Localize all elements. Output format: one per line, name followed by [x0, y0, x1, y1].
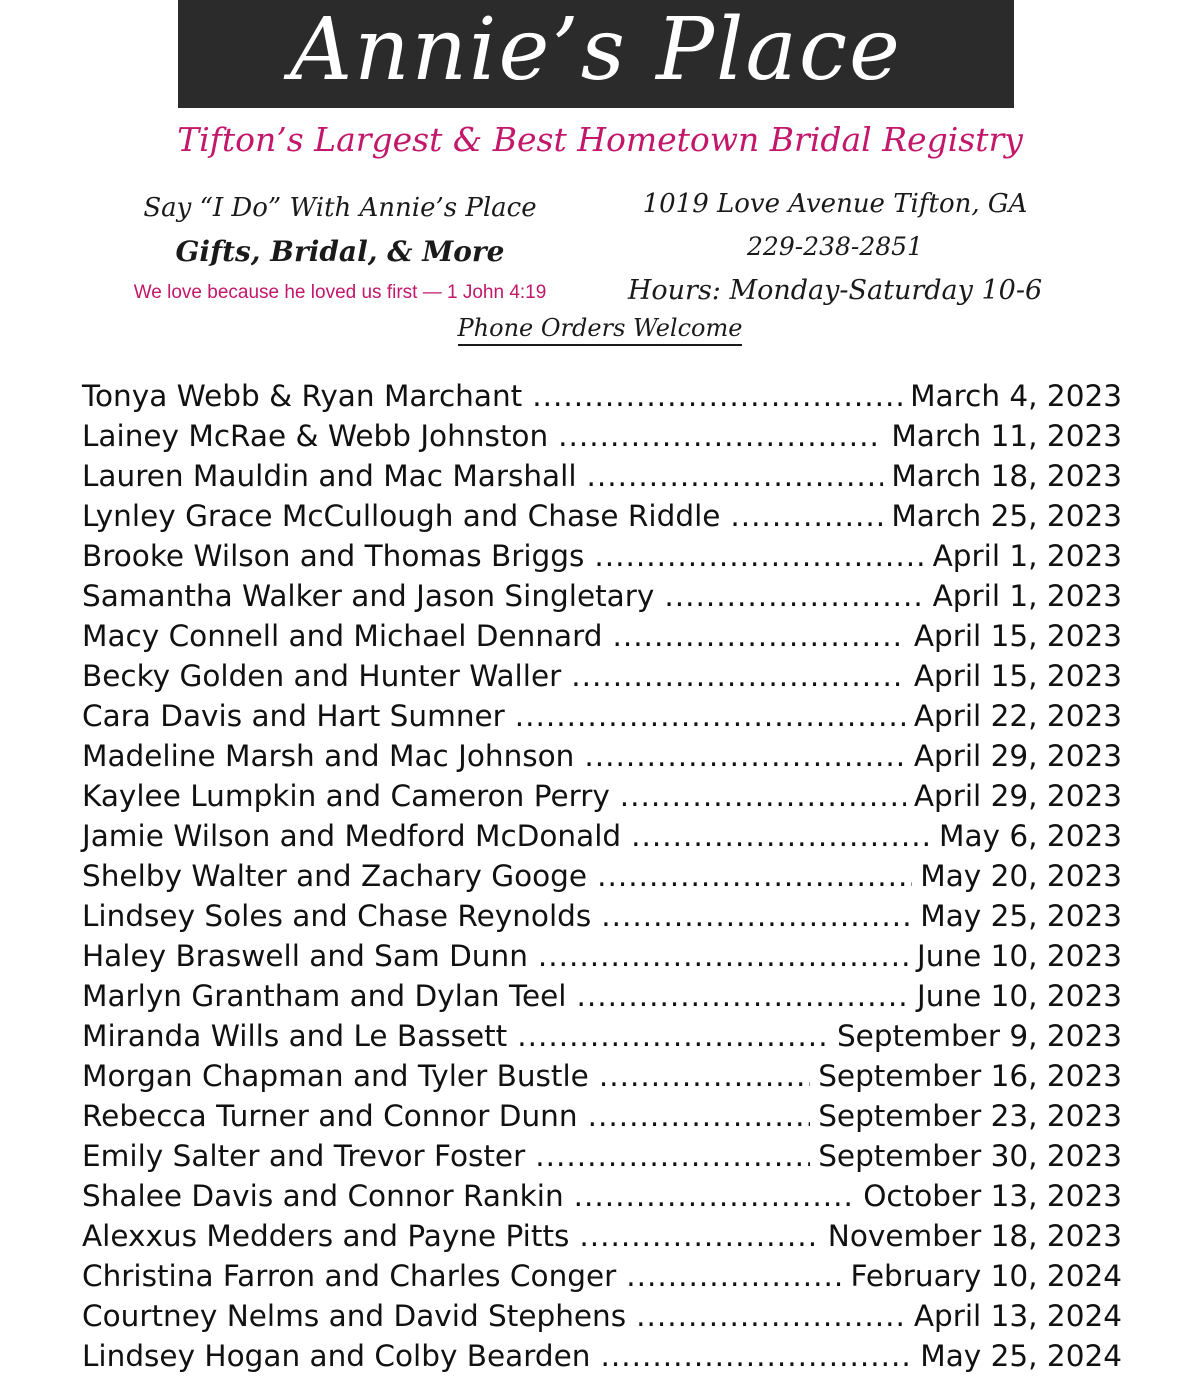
wedding-date: June 10, 2023	[917, 979, 1122, 1013]
registry-entry	[82, 816, 1122, 856]
wedding-date: April 29, 2023	[913, 739, 1122, 773]
wedding-date: May 25, 2023	[920, 899, 1122, 933]
store-phone: 229-238-2851	[747, 232, 923, 261]
registry-entry	[82, 1336, 1122, 1376]
couple-names: Lindsey Soles and Chase Reynolds	[82, 899, 592, 933]
categories-text: Gifts, Bridal, & More	[175, 235, 505, 268]
couple-names: Morgan Chapman and Tyler Bustle	[82, 1059, 589, 1093]
registry-entry	[82, 1296, 1122, 1336]
dot-leader	[599, 1056, 810, 1096]
registry-entry	[82, 856, 1122, 896]
registry-entry	[82, 1216, 1122, 1256]
store-address: 1019 Love Avenue Tifton, GA	[642, 189, 1028, 219]
wedding-date: May 6, 2023	[939, 819, 1122, 853]
contact-block	[600, 183, 1070, 313]
wedding-date: September 30, 2023	[818, 1139, 1122, 1173]
dot-leader	[664, 576, 924, 616]
dot-leader	[535, 1136, 810, 1176]
dot-leader	[558, 416, 883, 456]
title-banner	[178, 0, 1014, 108]
bible-verse: We love because he loved us first — 1 John 4:19	[133, 282, 547, 303]
registry-entry	[82, 1056, 1122, 1096]
wedding-date: April 1, 2023	[932, 579, 1122, 613]
dot-leader	[515, 696, 906, 736]
wedding-date: May 25, 2024	[920, 1339, 1122, 1373]
wedding-date: May 20, 2023	[920, 859, 1122, 893]
wedding-date: April 29, 2023	[913, 779, 1122, 813]
registry-entry	[82, 1256, 1122, 1296]
wedding-date: September 16, 2023	[818, 1059, 1122, 1093]
couple-names: Miranda Wills and Le Bassett	[82, 1019, 508, 1053]
wedding-date: March 25, 2023	[891, 499, 1122, 533]
couple-names: Lainey McRae & Webb Johnston	[82, 419, 549, 453]
bridal-registry-list	[82, 376, 1122, 1376]
registry-entry	[82, 496, 1122, 536]
couple-names: Emily Salter and Trevor Foster	[82, 1139, 526, 1173]
registry-entry	[82, 936, 1122, 976]
dot-leader	[517, 1016, 829, 1056]
wedding-date: September 9, 2023	[836, 1019, 1122, 1053]
dot-leader	[538, 936, 909, 976]
registry-entry	[82, 896, 1122, 936]
couple-names: Lynley Grace McCullough and Chase Riddle	[82, 499, 721, 533]
dot-leader	[574, 1176, 856, 1216]
couple-names: Courtney Nelms and David Stephens	[82, 1299, 627, 1333]
store-hours: Hours: Monday-Saturday 10-6	[627, 275, 1043, 306]
wedding-date: April 15, 2023	[913, 659, 1122, 693]
registry-entry	[82, 616, 1122, 656]
couple-names: Tonya Webb & Ryan Marchant	[82, 379, 523, 413]
wedding-date: November 18, 2023	[827, 1219, 1122, 1253]
dot-leader	[612, 616, 905, 656]
couple-names: Marlyn Grantham and Dylan Teel	[82, 979, 567, 1013]
couple-names: Alexxus Medders and Payne Pitts	[82, 1219, 570, 1253]
couple-names: Rebecca Turner and Connor Dunn	[82, 1099, 578, 1133]
dot-leader	[631, 816, 931, 856]
wedding-date: March 4, 2023	[910, 379, 1122, 413]
dot-leader	[594, 536, 924, 576]
dot-leader	[597, 856, 912, 896]
registry-entry	[82, 776, 1122, 816]
dot-leader	[587, 456, 884, 496]
dot-leader	[588, 1096, 811, 1136]
couple-names: Lindsey Hogan and Colby Bearden	[82, 1339, 591, 1373]
wedding-date: April 22, 2023	[913, 699, 1122, 733]
registry-entry	[82, 1016, 1122, 1056]
couple-names: Lauren Mauldin and Mac Marshall	[82, 459, 577, 493]
registry-entry	[82, 456, 1122, 496]
couple-names: Shelby Walter and Zachary Googe	[82, 859, 588, 893]
dot-leader	[636, 1296, 906, 1336]
wedding-date: October 13, 2023	[863, 1179, 1122, 1213]
store-title: Annie’s Place	[290, 0, 902, 100]
registry-entry	[82, 1136, 1122, 1176]
phone-orders-text: Phone Orders Welcome	[458, 314, 743, 346]
registry-entry	[82, 416, 1122, 456]
couple-names: Brooke Wilson and Thomas Briggs	[82, 539, 585, 573]
dot-leader	[584, 736, 905, 776]
dot-leader	[532, 376, 902, 416]
slogan-block	[85, 188, 595, 310]
dot-leader	[620, 776, 906, 816]
couple-names: Cara Davis and Hart Sumner	[82, 699, 505, 733]
dot-leader	[579, 1216, 819, 1256]
phone-orders-note	[0, 314, 1200, 342]
dot-leader	[577, 976, 909, 1016]
slogan-text: Say “I Do” With Annie’s Place	[143, 193, 537, 223]
couple-names: Christina Farron and Charles Conger	[82, 1259, 617, 1293]
registry-entry	[82, 696, 1122, 736]
couple-names: Kaylee Lumpkin and Cameron Perry	[82, 779, 610, 813]
wedding-date: March 11, 2023	[891, 419, 1122, 453]
couple-names: Jamie Wilson and Medford McDonald	[82, 819, 622, 853]
wedding-date: March 18, 2023	[891, 459, 1122, 493]
couple-names: Haley Braswell and Sam Dunn	[82, 939, 528, 973]
couple-names: Madeline Marsh and Mac Johnson	[82, 739, 575, 773]
dot-leader	[571, 656, 906, 696]
wedding-date: April 15, 2023	[913, 619, 1122, 653]
registry-entry	[82, 1176, 1122, 1216]
wedding-date: June 10, 2023	[917, 939, 1122, 973]
wedding-date: April 1, 2023	[932, 539, 1122, 573]
couple-names: Shalee Davis and Connor Rankin	[82, 1179, 564, 1213]
couple-names: Macy Connell and Michael Dennard	[82, 619, 603, 653]
registry-entry	[82, 736, 1122, 776]
wedding-date: April 13, 2024	[913, 1299, 1122, 1333]
dot-leader	[600, 1336, 912, 1376]
dot-leader	[626, 1256, 842, 1296]
registry-entry	[82, 656, 1122, 696]
store-tagline: Tifton’s Largest & Best Hometown Bridal Registry	[177, 120, 1023, 159]
wedding-date: February 10, 2024	[850, 1259, 1122, 1293]
registry-entry	[82, 536, 1122, 576]
dot-leader	[730, 496, 883, 536]
registry-entry	[82, 376, 1122, 416]
registry-entry	[82, 1096, 1122, 1136]
wedding-date: September 23, 2023	[818, 1099, 1122, 1133]
couple-names: Samantha Walker and Jason Singletary	[82, 579, 655, 613]
registry-entry	[82, 576, 1122, 616]
couple-names: Becky Golden and Hunter Waller	[82, 659, 562, 693]
registry-entry	[82, 976, 1122, 1016]
dot-leader	[601, 896, 912, 936]
